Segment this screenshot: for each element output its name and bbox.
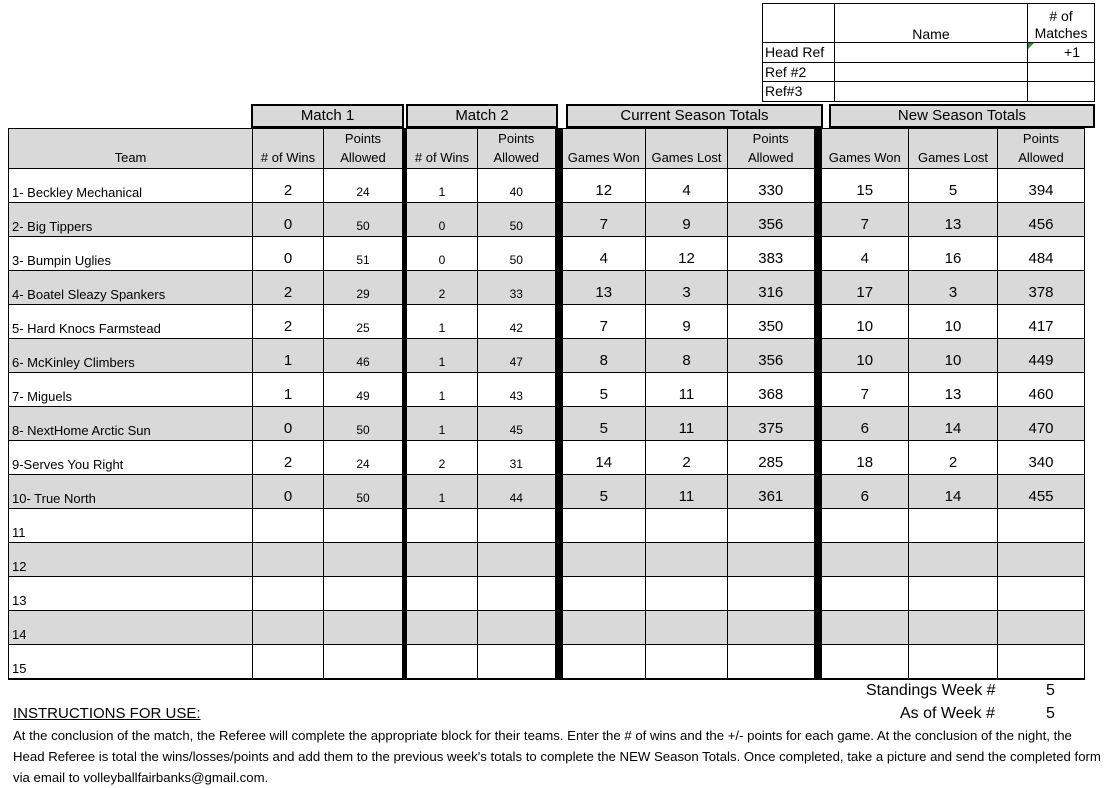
m2-wins-cell[interactable]: 1 <box>405 373 478 407</box>
cur-lost-cell[interactable]: 4 <box>646 169 728 203</box>
table-row <box>9 509 1085 543</box>
ref-name-header: Name <box>834 4 1027 43</box>
ref-matches-header-line1: # of <box>1049 8 1073 24</box>
table-row <box>9 169 1085 203</box>
cur-won-cell[interactable]: 7 <box>559 305 646 339</box>
new-points-cell[interactable]: 460 <box>998 373 1085 407</box>
team-name-cell: 15 <box>9 645 253 679</box>
new-lost-cell[interactable] <box>909 577 998 611</box>
new-points-header <box>998 129 1085 169</box>
cur-lost-cell[interactable]: 2 <box>646 441 728 475</box>
new-won-cell[interactable]: 15 <box>818 169 909 203</box>
new-points-cell[interactable]: 456 <box>998 203 1085 237</box>
referee-table <box>762 3 1095 102</box>
cur-won-cell[interactable]: 14 <box>559 441 646 475</box>
new-lost-cell[interactable]: 10 <box>909 305 998 339</box>
ref-matches-cell[interactable] <box>1028 82 1095 102</box>
m2-points-header-line1: Points <box>498 131 535 146</box>
cur-won-cell[interactable]: 5 <box>559 373 646 407</box>
cur-lost-cell[interactable] <box>646 577 728 611</box>
cur-won-cell[interactable] <box>559 543 646 577</box>
m1-points-cell[interactable]: 25 <box>324 305 405 339</box>
m1-points-cell[interactable] <box>324 509 405 543</box>
table-row <box>9 203 1085 237</box>
new-points-cell[interactable] <box>998 543 1085 577</box>
m1-wins-cell[interactable] <box>253 645 324 679</box>
cur-points-cell[interactable]: 356 <box>728 339 818 373</box>
ref-name-cell[interactable] <box>834 82 1027 102</box>
cur-won-cell[interactable]: 7 <box>559 203 646 237</box>
m1-points-cell[interactable]: 46 <box>324 339 405 373</box>
team-name-cell: 2- Big Tippers <box>9 203 253 237</box>
new-lost-cell[interactable] <box>909 543 998 577</box>
new-points-cell[interactable]: 340 <box>998 441 1085 475</box>
m2-points-cell[interactable]: 43 <box>478 373 559 407</box>
cur-points-cell[interactable]: 330 <box>728 169 818 203</box>
cur-points-header-line1: Points <box>752 131 789 146</box>
new-points-cell[interactable]: 484 <box>998 237 1085 271</box>
ref-matches-cell[interactable] <box>1028 62 1095 82</box>
m2-wins-cell[interactable]: 1 <box>405 475 478 509</box>
m1-points-cell[interactable]: 24 <box>324 169 405 203</box>
table-row <box>9 543 1085 577</box>
m1-points-cell[interactable]: 50 <box>324 475 405 509</box>
table-row <box>9 577 1085 611</box>
new-won-cell[interactable] <box>818 611 909 645</box>
m2-points-cell[interactable]: 44 <box>478 475 559 509</box>
new-lost-cell[interactable]: 16 <box>909 237 998 271</box>
m1-points-cell[interactable]: 50 <box>324 203 405 237</box>
new-points-cell[interactable]: 470 <box>998 407 1085 441</box>
as-of-week-label: As of Week # <box>900 705 995 722</box>
cur-points-header-line2: Allowed <box>747 150 794 165</box>
m2-points-cell[interactable] <box>478 577 559 611</box>
m1-points-cell[interactable] <box>324 577 405 611</box>
cur-lost-cell[interactable] <box>646 645 728 679</box>
standings-week-value: 5 <box>1046 682 1055 699</box>
team-name-cell: 11 <box>9 509 253 543</box>
m2-wins-cell[interactable]: 2 <box>405 271 478 305</box>
cur-points-cell[interactable] <box>728 509 818 543</box>
cur-points-cell[interactable]: 361 <box>728 475 818 509</box>
ref-matches-header <box>1028 4 1095 43</box>
m1-wins-cell[interactable] <box>253 509 324 543</box>
ref-name-cell[interactable] <box>834 62 1027 82</box>
cur-won-cell[interactable]: 13 <box>559 271 646 305</box>
m1-points-cell[interactable]: 49 <box>324 373 405 407</box>
m1-wins-cell[interactable]: 2 <box>253 305 324 339</box>
new-won-cell[interactable]: 7 <box>818 203 909 237</box>
cur-won-cell[interactable]: 12 <box>559 169 646 203</box>
table-row <box>9 475 1085 509</box>
new-won-cell[interactable]: 6 <box>818 475 909 509</box>
m2-wins-cell[interactable]: 1 <box>405 305 478 339</box>
new-points-cell[interactable]: 417 <box>998 305 1085 339</box>
new-won-cell[interactable] <box>818 577 909 611</box>
group-header-current-season: Current Season Totals <box>566 104 823 128</box>
new-points-cell[interactable]: 394 <box>998 169 1085 203</box>
m2-points-cell[interactable] <box>478 543 559 577</box>
m2-wins-cell[interactable]: 1 <box>405 339 478 373</box>
cur-lost-cell[interactable] <box>646 509 728 543</box>
m2-wins-cell[interactable]: 2 <box>405 441 478 475</box>
new-won-cell[interactable] <box>818 509 909 543</box>
cur-lost-cell[interactable] <box>646 611 728 645</box>
cur-points-cell[interactable] <box>728 577 818 611</box>
cur-lost-cell[interactable]: 11 <box>646 373 728 407</box>
new-lost-cell[interactable] <box>909 645 998 679</box>
team-name-cell: 6- McKinley Climbers <box>9 339 253 373</box>
table-header-row <box>9 129 1085 169</box>
new-lost-cell[interactable]: 10 <box>909 339 998 373</box>
m1-points-cell[interactable]: 29 <box>324 271 405 305</box>
cur-won-header: Games Won <box>559 129 646 169</box>
m2-wins-cell[interactable] <box>405 611 478 645</box>
team-name-cell: 12 <box>9 543 253 577</box>
new-points-cell[interactable]: 455 <box>998 475 1085 509</box>
m2-wins-cell[interactable]: 0 <box>405 237 478 271</box>
m2-wins-cell[interactable] <box>405 645 478 679</box>
m2-points-cell[interactable]: 47 <box>478 339 559 373</box>
m2-points-cell[interactable]: 50 <box>478 237 559 271</box>
m2-wins-cell[interactable]: 1 <box>405 407 478 441</box>
cur-lost-cell[interactable]: 12 <box>646 237 728 271</box>
m1-points-cell[interactable] <box>324 543 405 577</box>
team-name-cell: 14 <box>9 611 253 645</box>
new-won-cell[interactable]: 10 <box>818 339 909 373</box>
table-row <box>9 407 1085 441</box>
m1-wins-cell[interactable]: 1 <box>253 339 324 373</box>
new-lost-cell[interactable] <box>909 509 998 543</box>
new-won-cell[interactable]: 6 <box>818 407 909 441</box>
new-won-cell[interactable]: 7 <box>818 373 909 407</box>
cur-lost-cell[interactable]: 3 <box>646 271 728 305</box>
m2-points-cell[interactable]: 45 <box>478 407 559 441</box>
new-lost-cell[interactable]: 13 <box>909 373 998 407</box>
cur-won-cell[interactable]: 8 <box>559 339 646 373</box>
cur-won-cell[interactable]: 5 <box>559 475 646 509</box>
cur-points-cell[interactable]: 383 <box>728 237 818 271</box>
m1-wins-cell[interactable] <box>253 577 324 611</box>
new-lost-cell[interactable]: 2 <box>909 441 998 475</box>
new-points-cell[interactable] <box>998 577 1085 611</box>
m1-wins-cell[interactable]: 0 <box>253 203 324 237</box>
cur-points-cell[interactable] <box>728 611 818 645</box>
team-name-cell: 1- Beckley Mechanical <box>9 169 253 203</box>
table-row <box>9 373 1085 407</box>
table-row <box>9 305 1085 339</box>
table-row <box>9 339 1085 373</box>
new-lost-cell[interactable]: 13 <box>909 203 998 237</box>
m2-points-header <box>478 129 559 169</box>
m2-points-cell[interactable]: 40 <box>478 169 559 203</box>
cur-points-header <box>728 129 818 169</box>
cur-lost-cell[interactable]: 9 <box>646 305 728 339</box>
standings-table <box>8 128 1085 680</box>
new-points-header-line1: Points <box>1022 131 1060 146</box>
new-won-cell[interactable]: 10 <box>818 305 909 339</box>
new-points-cell[interactable]: 378 <box>998 271 1085 305</box>
team-name-cell: 5- Hard Knocs Farmstead <box>9 305 253 339</box>
m1-points-cell[interactable] <box>324 611 405 645</box>
standings-week-label: Standings Week # <box>866 682 996 699</box>
cur-won-cell[interactable]: 5 <box>559 407 646 441</box>
new-lost-cell[interactable]: 5 <box>909 169 998 203</box>
team-name-cell: 7- Miguels <box>9 373 253 407</box>
m2-points-cell[interactable]: 31 <box>478 441 559 475</box>
group-header-match2: Match 2 <box>406 104 558 128</box>
ref-corner-cell <box>763 4 835 43</box>
new-points-cell[interactable] <box>998 645 1085 679</box>
ref-matches-header-line2: Matches <box>1034 25 1088 41</box>
m2-wins-cell[interactable]: 0 <box>405 203 478 237</box>
new-points-cell[interactable] <box>998 509 1085 543</box>
cur-lost-cell[interactable]: 8 <box>646 339 728 373</box>
ref-name-cell[interactable] <box>834 43 1027 63</box>
new-won-cell[interactable] <box>818 645 909 679</box>
m2-wins-cell[interactable] <box>405 577 478 611</box>
m2-points-cell[interactable]: 42 <box>478 305 559 339</box>
as-of-week-value: 5 <box>1046 705 1055 722</box>
table-row <box>9 611 1085 645</box>
m2-wins-cell[interactable]: 1 <box>405 169 478 203</box>
m1-wins-cell[interactable]: 2 <box>253 169 324 203</box>
m2-points-header-line2: Allowed <box>493 150 540 165</box>
m1-points-header-line2: Allowed <box>340 150 386 165</box>
cur-points-cell[interactable]: 350 <box>728 305 818 339</box>
m2-points-cell[interactable] <box>478 645 559 679</box>
cur-won-cell[interactable] <box>559 645 646 679</box>
new-lost-cell[interactable]: 14 <box>909 407 998 441</box>
m1-wins-cell[interactable]: 0 <box>253 407 324 441</box>
m2-points-cell[interactable]: 50 <box>478 203 559 237</box>
m1-wins-cell[interactable]: 0 <box>253 237 324 271</box>
team-name-cell: 8- NextHome Arctic Sun <box>9 407 253 441</box>
cur-points-cell[interactable]: 316 <box>728 271 818 305</box>
m1-wins-cell[interactable]: 2 <box>253 271 324 305</box>
cur-lost-header: Games Lost <box>646 129 728 169</box>
m1-points-cell[interactable]: 50 <box>324 407 405 441</box>
m1-points-header <box>324 129 405 169</box>
team-name-cell: 9-Serves You Right <box>9 441 253 475</box>
m2-wins-header: # of Wins <box>405 129 478 169</box>
m1-wins-header: # of Wins <box>253 129 324 169</box>
m1-points-cell[interactable]: 51 <box>324 237 405 271</box>
cur-lost-cell[interactable]: 11 <box>646 475 728 509</box>
new-lost-cell[interactable] <box>909 611 998 645</box>
m2-points-cell[interactable] <box>478 611 559 645</box>
cur-lost-cell[interactable]: 11 <box>646 407 728 441</box>
table-row <box>9 237 1085 271</box>
m2-points-cell[interactable]: 33 <box>478 271 559 305</box>
new-points-header-line2: Allowed <box>1018 150 1064 165</box>
m1-wins-cell[interactable] <box>253 543 324 577</box>
table-row <box>9 271 1085 305</box>
m1-wins-cell[interactable] <box>253 611 324 645</box>
m1-points-header-line1: Points <box>344 131 382 146</box>
new-lost-cell[interactable]: 3 <box>909 271 998 305</box>
table-row <box>9 645 1085 679</box>
new-lost-cell[interactable]: 14 <box>909 475 998 509</box>
table-row <box>9 441 1085 475</box>
cur-points-cell[interactable]: 375 <box>728 407 818 441</box>
cur-points-cell[interactable] <box>728 543 818 577</box>
instructions-title: INSTRUCTIONS FOR USE: <box>13 705 201 722</box>
cur-points-cell[interactable]: 356 <box>728 203 818 237</box>
new-won-cell[interactable] <box>818 543 909 577</box>
cur-won-cell[interactable] <box>559 577 646 611</box>
new-won-cell[interactable]: 4 <box>818 237 909 271</box>
cur-points-cell[interactable]: 368 <box>728 373 818 407</box>
cur-points-cell[interactable]: 285 <box>728 441 818 475</box>
m1-points-cell[interactable] <box>324 645 405 679</box>
cur-points-cell[interactable] <box>728 645 818 679</box>
ref-matches-cell[interactable]: +1 <box>1028 43 1095 63</box>
m1-wins-cell[interactable]: 1 <box>253 373 324 407</box>
m1-wins-cell[interactable]: 0 <box>253 475 324 509</box>
new-lost-header: Games Lost <box>909 129 998 169</box>
m2-wins-cell[interactable] <box>405 509 478 543</box>
team-name-cell: 4- Boatel Sleazy Spankers <box>9 271 253 305</box>
team-name-cell: 3- Bumpin Uglies <box>9 237 253 271</box>
cur-won-cell[interactable] <box>559 509 646 543</box>
m2-wins-cell[interactable] <box>405 543 478 577</box>
new-points-cell[interactable] <box>998 611 1085 645</box>
cur-lost-cell[interactable] <box>646 543 728 577</box>
m2-points-cell[interactable] <box>478 509 559 543</box>
instructions-text: At the conclusion of the match, the Referee will complete the appropriate block for their teams. Enter the # of wins and the +/- points for each game. At the conclusion of the night, the Head Referee is total the wins/losses/points and add them to the previous week's totals to complete the NEW Season Totals. Once completed, take a picture and send the completed form via email to volleyballfairbanks@gmail.com. <box>13 728 1101 785</box>
group-header-match1: Match 1 <box>251 104 404 128</box>
ref-row-label: Ref#3 <box>763 82 835 102</box>
cur-won-cell[interactable]: 4 <box>559 237 646 271</box>
group-header-new-season: New Season Totals <box>829 104 1095 128</box>
m1-points-cell[interactable]: 24 <box>324 441 405 475</box>
team-column-header: Team <box>9 129 253 169</box>
new-points-cell[interactable]: 449 <box>998 339 1085 373</box>
new-won-cell[interactable]: 18 <box>818 441 909 475</box>
ref-row-label: Head Ref <box>763 43 835 63</box>
new-won-header: Games Won <box>818 129 909 169</box>
cur-lost-cell[interactable]: 9 <box>646 203 728 237</box>
m1-wins-cell[interactable]: 2 <box>253 441 324 475</box>
ref-row-label: Ref #2 <box>763 62 835 82</box>
new-won-cell[interactable]: 17 <box>818 271 909 305</box>
team-name-cell: 10- True North <box>9 475 253 509</box>
cur-won-cell[interactable] <box>559 611 646 645</box>
team-name-cell: 13 <box>9 577 253 611</box>
